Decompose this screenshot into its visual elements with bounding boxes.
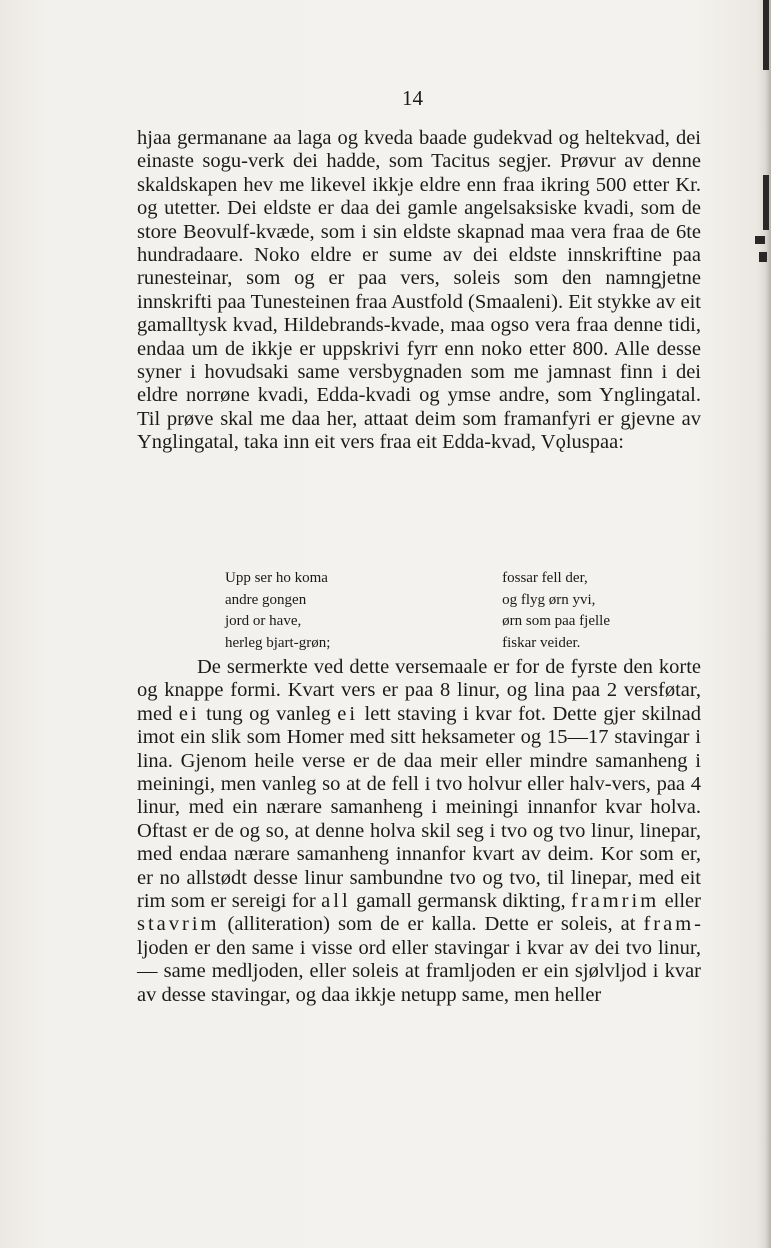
emphasis-text: ei	[337, 702, 359, 725]
edge-mark	[763, 175, 769, 230]
poem-verse	[225, 568, 645, 654]
page-number: 14	[402, 86, 423, 110]
poem-line: fossar fell der,	[502, 570, 588, 586]
emphasis-text: fram	[643, 913, 695, 936]
text-run: (alliteration) som de er kalla. Dette er soleis, at	[219, 913, 644, 936]
poem-line: andre gongen	[225, 591, 307, 608]
edge-mark	[759, 252, 767, 262]
text-run: eller	[659, 890, 701, 913]
poem-line: ørn som paa fjelle	[502, 613, 610, 629]
poem-column-right	[502, 568, 610, 654]
paragraph-versemaal	[137, 656, 701, 1007]
emphasis-text: stavrim	[137, 913, 220, 936]
text-run: tung og vanleg	[199, 702, 338, 725]
poem-line: herleg bjart-grøn;	[225, 634, 331, 651]
poem-line: jord or have,	[225, 613, 302, 629]
emphasis-text: all	[321, 890, 351, 913]
text-run: lett staving i kvar fot. Dette gjer skilnad imot ein slik som Homer med sitt heksameter og 15—17 stavingar i lina. Gjenom heile verse er de daa meir eller mindre samanheng i meiningi, men vanleg so at de fell i tvo holvur eller halv-vers, paa 4 linur, med ein nærare samanheng i meiningi innanfor kvar holva. Oftast er de og so, at denne holva skil seg i tvo og tvo linur, linepar, med endaa nærare samanheng innanfor kvart av deim. Kor som er, er no allstødt desse linur sambundne tvo og tvo, til linepar, med eit rim som er sereigi for	[137, 702, 702, 913]
poem-line: og flyg ørn yvi,	[502, 591, 596, 608]
emphasis-text: ei	[178, 702, 200, 725]
text-run: gamall germansk dikting,	[350, 890, 571, 913]
text-run: -ljoden er den same i visse ord eller stavingar i kvar av dei tvo linur, — same medljoden, eller soleis at framljoden er ein sjølvljod i kvar av desse stavingar, og daa ikkje netupp same, men heller	[137, 913, 701, 1006]
poem-line: fiskar veider.	[502, 634, 581, 651]
edge-mark	[755, 236, 765, 244]
poem-column-left	[225, 568, 330, 654]
poem-line: Upp ser ho koma	[225, 570, 328, 586]
text-run: De sermerkte ved dette versemaale er for de fyrste den korte og knappe formi. Kvart vers er paa 8 linur, og lina paa 2 versføtar, med	[137, 656, 701, 725]
emphasis-text: framrim	[570, 890, 660, 913]
edge-mark	[763, 0, 769, 70]
paragraph-intro: hjaa germanane aa laga og kveda baade gudekvad og heltekvad, dei einaste sogu-verk dei hadde, som Tacitus segjer. Prøvur av denne skaldskapen hev me likevel ikkje eldre enn fraa ikring 500 etter Kr. og utetter. Dei eldste er daa dei gamle angelsaksiske kvadi, som de store Beovulf-kvæde, som i sin eldste skapnad maa vera fraa de 6te hundradaare. Noko eldre er sume av dei eldste innskriftine paa runesteinar, som og er paa vers, soleis som den namngjetne innskrifti paa Tunesteinen fraa Austfold (Smaaleni). Eit stykke av eit gamalltysk kvad, Hildebrands-kvade, maa ogso vera fraa denne tidi, endaa um de ikkje er uppskrivi fyrr enn noko etter 800. Alle desse syner i hovudsaki same versbygnaden som me jamnast finn i dei eldre norrøne kvadi, Edda-kvadi og ymse andre, som Ynglingatal. Til prøve skal me daa her, attaat deim som framanfyri er gjevne av Ynglingatal, taka inn eit vers fraa eit Edda-kvad, Vǫluspaa:	[137, 127, 701, 454]
